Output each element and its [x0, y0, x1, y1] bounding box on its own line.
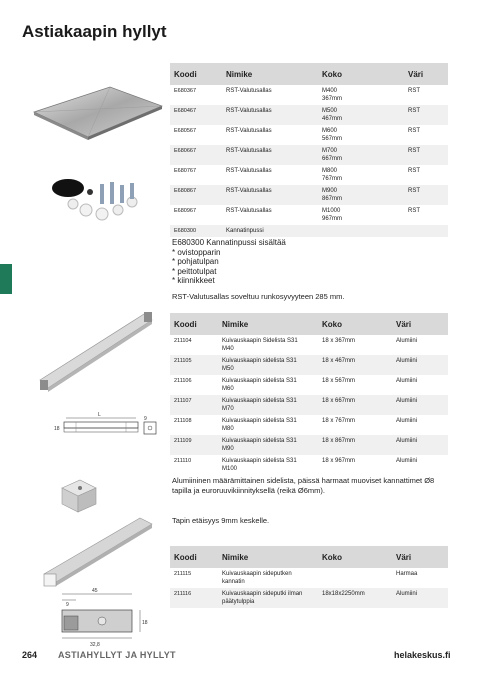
cell-color: Alumiini	[392, 395, 448, 415]
cell-size: 18 x 967mm	[322, 458, 356, 464]
cell-size: 18 x 667mm	[318, 395, 392, 415]
dimension-label-top: 45	[92, 588, 98, 594]
cell-color: Alumiini	[396, 418, 418, 424]
profile-note: Alumiininen määrämittainen sidelista, päissä harmaat muoviset kannattimet Ø8 tapilla ja euroruuvikiinnityksellä (reikä Ø6mm).	[172, 476, 435, 495]
tube-image	[40, 514, 156, 588]
cell-color: Alumiini	[392, 355, 448, 375]
cell-size: 18 x 367mm	[322, 338, 356, 344]
fit-note: RST-Valutusallas soveltuu runkosyvyyteen 285 mm.	[172, 292, 345, 301]
cell-name: Kuivauskaapin sidelista S31 M70	[218, 395, 318, 415]
table-row	[170, 455, 448, 475]
cell-name: RST-Valutusallas	[226, 208, 272, 214]
cell-size: M900 867mm	[318, 185, 404, 205]
cell-code: 211104	[174, 338, 192, 344]
spacing-note: Tapin etäisyys 9mm keskelle.	[172, 516, 270, 525]
cell-color: RST	[408, 88, 420, 94]
table-row	[170, 335, 448, 355]
side-profile-drawing	[40, 408, 164, 442]
cell-size: M500 467mm	[318, 105, 404, 125]
column-header-color: Väri	[392, 546, 448, 568]
cell-size: 18x18x2250mm	[318, 588, 392, 608]
column-header-size: Koko	[318, 546, 392, 568]
table-row	[170, 145, 448, 165]
cell-code: E680667	[170, 145, 222, 165]
dimension-label-length: L	[98, 412, 101, 418]
dimension-label-right: 18	[142, 620, 148, 626]
side-profile-image	[36, 308, 158, 394]
tube-support-image	[56, 478, 100, 518]
table-row	[170, 375, 448, 395]
cell-color: Alumiini	[396, 378, 418, 384]
spec-table-tubes	[170, 546, 448, 608]
column-header-code: Koodi	[170, 313, 218, 335]
tube-profile-drawing	[56, 584, 154, 648]
cell-name: RST-Valutusallas	[226, 88, 272, 94]
cell-code: 211106	[174, 378, 192, 384]
table-header-row	[170, 546, 448, 568]
table-header-row	[170, 63, 448, 85]
cell-size	[318, 568, 392, 588]
cell-size: M700 667mm	[318, 145, 404, 165]
column-header-size: Koko	[318, 63, 404, 85]
cell-code: E680967	[174, 208, 197, 214]
table-row	[170, 225, 448, 237]
table-row	[170, 85, 448, 105]
column-header-color: Väri	[404, 63, 448, 85]
kit-item: * pohjatulpan	[172, 257, 219, 266]
cell-size: 18 x 467mm	[318, 355, 392, 375]
cell-code: E680867	[170, 185, 222, 205]
cell-code: 211108	[174, 418, 192, 424]
cell-size: 18 x 867mm	[318, 435, 392, 455]
cell-color: Alumiini	[396, 338, 418, 344]
kit-contents-title: E680300 Kannatinpussi sisältää	[172, 238, 286, 247]
cell-color: RST	[408, 168, 420, 174]
dimension-label-a: 18	[54, 426, 60, 432]
table-row	[170, 185, 448, 205]
table-row	[170, 105, 448, 125]
cell-color: RST	[404, 185, 448, 205]
chapter-tab-marker	[0, 264, 12, 294]
table-row	[170, 205, 448, 225]
cell-name: Kuivauskaapin sidelista S31 M90	[218, 435, 318, 455]
cell-color: RST	[404, 145, 448, 165]
cell-size: M800 767mm	[322, 168, 343, 182]
column-header-color: Väri	[392, 313, 448, 335]
cell-name: RST-Valutusallas	[222, 185, 318, 205]
cell-size	[318, 225, 404, 237]
cell-name: Kuivauskaapin sideputki ilman päätytulppia	[218, 588, 318, 608]
cell-size: M1000 967mm	[322, 208, 343, 222]
cell-color: RST	[404, 105, 448, 125]
page-number: 264	[22, 650, 38, 660]
drain-tray-image	[32, 82, 164, 142]
cell-color: Alumiini	[392, 435, 448, 455]
dimension-label-bottom: 32,8	[90, 642, 100, 648]
cell-name: Kuivauskaapin sidelista S31 M60	[222, 378, 297, 392]
cell-code: 211105	[170, 355, 218, 375]
cell-color: Alumiini	[392, 588, 448, 608]
cell-code: E680367	[174, 88, 197, 94]
cell-name: Kuivauskaapin sidelista S31 M80	[222, 418, 297, 432]
cell-name: RST-Valutusallas	[226, 168, 272, 174]
table-row	[170, 435, 448, 455]
dimension-label-b: 9	[144, 416, 147, 422]
table-row	[170, 568, 448, 588]
cell-name: Kuivauskaapin sidelista S31 M100	[222, 458, 297, 472]
cell-code: 211116	[170, 588, 218, 608]
page-title: Astiakaapin hyllyt	[22, 22, 167, 41]
cell-size: 18 x 567mm	[322, 378, 356, 384]
cell-color: Harmaa	[396, 571, 418, 577]
cell-size: 18 x 767mm	[322, 418, 356, 424]
cell-code: 211107	[170, 395, 218, 415]
chapter-title: ASTIAHYLLYT JA HYLLYT	[58, 650, 176, 660]
table-row	[170, 125, 448, 145]
dimension-label-left: 9	[66, 602, 69, 608]
kit-item: * peittotulpat	[172, 266, 217, 276]
support-kit-image	[40, 170, 152, 230]
table-row	[170, 415, 448, 435]
cell-code: E680767	[174, 168, 197, 174]
cell-name: Kuivauskaapin sidelista S31 M50	[218, 355, 318, 375]
table-row	[170, 165, 448, 185]
cell-color: Alumiini	[396, 458, 418, 464]
column-header-name: Nimike	[218, 313, 318, 335]
cell-name: Kuivauskaapin sideputken kannatin	[222, 571, 292, 585]
cell-color: RST	[408, 208, 420, 214]
cell-size: M400 367mm	[322, 88, 343, 102]
column-header-code: Koodi	[170, 546, 218, 568]
column-header-size: Koko	[318, 313, 392, 335]
spec-table-drain-trays	[170, 63, 448, 237]
cell-name: Kannatinpussi	[222, 225, 318, 237]
column-header-code: Koodi	[170, 63, 222, 85]
cell-code: 211115	[174, 571, 192, 577]
kit-item: * ovistopparin	[172, 247, 221, 257]
column-header-name: Nimike	[218, 546, 318, 568]
kit-item: * kiinnikkeet	[172, 276, 215, 285]
cell-color	[404, 225, 448, 237]
brand-link[interactable]: helakeskus.fi	[394, 650, 451, 660]
cell-code: E680467	[170, 105, 222, 125]
cell-name: Kuivauskaapin Sidelista S31 M40	[222, 338, 298, 352]
cell-color: RST	[408, 128, 420, 134]
cell-name: RST-Valutusallas	[226, 128, 272, 134]
kit-contents-note	[172, 238, 286, 286]
cell-name: RST-Valutusallas	[222, 145, 318, 165]
cell-code: 211110	[174, 458, 192, 464]
spec-table-side-profiles	[170, 313, 448, 475]
cell-code: E680300	[170, 225, 222, 237]
cell-name: RST-Valutusallas	[222, 105, 318, 125]
table-header-row	[170, 313, 448, 335]
table-row	[170, 395, 448, 415]
cell-code: 211109	[170, 435, 218, 455]
column-header-name: Nimike	[222, 63, 318, 85]
table-row	[170, 588, 448, 608]
cell-code: E680567	[174, 128, 197, 134]
table-row	[170, 355, 448, 375]
cell-size: M600 567mm	[322, 128, 343, 142]
